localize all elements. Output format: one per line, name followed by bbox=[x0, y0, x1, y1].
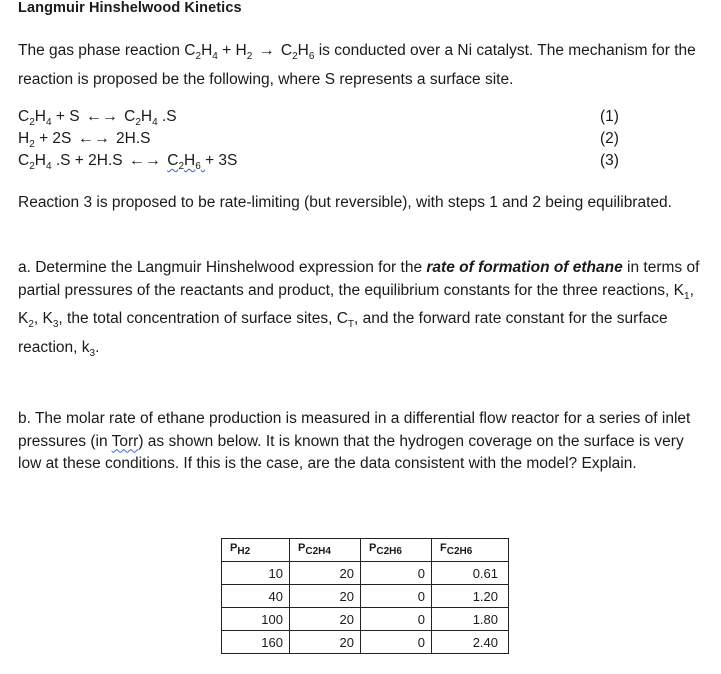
part-b-rest: ) as shown below. It is known that the hydrogen coverage on the surface is very low at these conditions. If this is the case, are the data consistent with the model? Explain. bbox=[18, 432, 684, 472]
header-p-h2: $P_{H2}$ bbox=[222, 539, 290, 562]
cell-f-c2h6: 2.40 bbox=[432, 631, 509, 654]
part-b-paragraph bbox=[18, 408, 708, 476]
table-row bbox=[222, 562, 509, 585]
step-number-2: (2) bbox=[600, 130, 619, 147]
cell-f-c2h6: 1.80 bbox=[432, 608, 509, 631]
step-number-3: (3) bbox=[600, 152, 619, 169]
cell-p-c2h4: 20 bbox=[290, 585, 361, 608]
cell-p-c2h4: 20 bbox=[290, 608, 361, 631]
cell-p-h2: 160 bbox=[222, 631, 290, 654]
header-p-c2h6: $P_{C2H6}$ bbox=[361, 539, 432, 562]
cell-p-c2h6: 0 bbox=[361, 585, 432, 608]
cell-f-c2h6: 1.20 bbox=[432, 585, 509, 608]
spellcheck-underline: $C_2H_6$ bbox=[167, 152, 201, 173]
table-row bbox=[222, 631, 509, 654]
cell-p-c2h6: 0 bbox=[361, 631, 432, 654]
header-p-c2h4: $P_{C2H4}$ bbox=[290, 539, 361, 562]
table-row bbox=[222, 585, 509, 608]
cell-p-c2h6: 0 bbox=[361, 562, 432, 585]
intro-paragraph: The gas phase reaction $C_2H_4 + H_2 \to C_2H_6$ is conducted over a Ni catalyst. The mechanism for the reaction is proposed be the following, where S represents a surface site. bbox=[18, 42, 696, 88]
cell-p-c2h6: 0 bbox=[361, 608, 432, 631]
part-b-torr: Torr bbox=[111, 432, 139, 450]
mechanism-step-1: $C_2H_4 + S$ ←→ $C_2H_4$ .S bbox=[18, 108, 177, 129]
cell-f-c2h6: 0.61 bbox=[432, 562, 509, 585]
cell-p-h2: 10 bbox=[222, 562, 290, 585]
mechanism-step-3: $C_2H_4$ .S + 2H.S ←→ $C_2H_6 + 3S$ bbox=[18, 152, 238, 173]
intro-rest: is conducted over a Ni catalyst. The mechanism for the reaction is proposed be the following, where S represents a surface site. bbox=[18, 42, 696, 88]
step-number-1: (1) bbox=[600, 108, 619, 125]
right-arrow-icon: → bbox=[258, 42, 275, 59]
table-header-row bbox=[222, 539, 509, 562]
double-arrow-icon: ←→ bbox=[85, 108, 118, 125]
header-f-c2h6: $F_{C2H6}$ bbox=[432, 539, 509, 562]
part-a-emphasis: rate of formation of ethane bbox=[426, 259, 623, 276]
cell-p-c2h4: 20 bbox=[290, 631, 361, 654]
cell-p-h2: 40 bbox=[222, 585, 290, 608]
part-a-lead: a. Determine the Langmuir Hinshelwood expression for the bbox=[18, 259, 427, 276]
cell-p-h2: 100 bbox=[222, 608, 290, 631]
table-row bbox=[222, 608, 509, 631]
rate-limiting-paragraph: Reaction 3 is proposed to be rate-limiting (but reversible), with steps 1 and 2 being equilibrated. bbox=[18, 194, 672, 211]
double-arrow-icon: ←→ bbox=[77, 130, 110, 147]
page-title: Langmuir Hinshelwood Kinetics bbox=[18, 0, 242, 16]
cell-p-c2h4: 20 bbox=[290, 562, 361, 585]
part-b-lead: b. The molar rate of ethane production is measured in a differential flow reactor for a series of inlet pressures (in bbox=[18, 410, 691, 450]
double-arrow-icon: ←→ bbox=[128, 152, 161, 169]
part-a-paragraph: a. Determine the Langmuir Hinshelwood expression for the rate of formation of ethane in terms of partial pressures of the reactants and product, the equilibrium constants for the three reactions, $K_1$, $K_2$, $K_3$, the total concentration of surface sites, $C_T$, and the forward rate constant for the surface reaction, $k_3$. bbox=[18, 259, 700, 359]
mechanism-step-2: $H_2 + 2S$ ←→ 2H.S bbox=[18, 130, 151, 151]
pressure-data-table bbox=[221, 538, 509, 654]
